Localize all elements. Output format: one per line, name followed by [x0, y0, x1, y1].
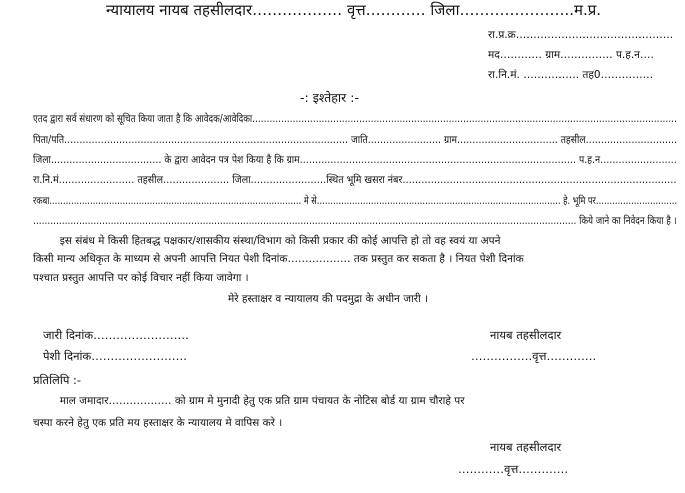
notice-heading: -: इश्तेहार :-: [300, 90, 359, 105]
case-number: रा.प्र.क्र………………………………………: [488, 29, 674, 41]
revenue-circle-line: रा.नि.मं. ……………. तह0……………: [488, 69, 654, 81]
form-line: पिता/पति………………………………………………………………………………… जाति…………………… ग्राम…………………………… तहसील…………………………: [33, 134, 678, 146]
court-title: न्यायालय नायब तहसीलदार……………… वृत्त………… जिला…………………..म.प्र.: [106, 1, 602, 19]
hearing-date: पेशी दिनांक…………………….: [43, 349, 187, 363]
copy-officer-circle: …………वृत्त………….: [458, 462, 568, 476]
form-line: जिला……………………………… के द्वारा आवेदन पत्र पेश किया है कि ग्राम……………………………………………………………………………… प.ह.न…………………….: [33, 154, 677, 166]
issuing-officer: नायब तहसीलदार: [490, 328, 562, 342]
body-paragraph-line: किसी मान्य अधिकृत के माध्यम से अपनी आपत्ति नियत पेशी दिनांक……………… तक प्रस्तुत कर सकता है । नियत पेशी दिनांक: [33, 253, 524, 265]
body-paragraph-line: इस संबंध मे किसी हितबद्ध पक्षकार/शासकीय संस्था/विभाग को किसी प्रकार की कोई आपत्ति हो तो वह स्वयं या अपने: [33, 235, 501, 247]
copy-label: प्रतिलिपि :-: [33, 373, 82, 387]
mad-village-patwari-line: मद………… ग्राम…………… प.ह.न….: [488, 49, 654, 61]
issue-date: जारी दिनांक…………………….: [43, 328, 189, 342]
form-line: ……………………………………………………………………………………………………………………………………………………………………… किये जाने का निवेदन किया है ।: [33, 215, 677, 227]
body-paragraph-line: पश्चात प्रस्तुत आपत्ति पर कोई विचार नहीं किया जावेगा ।: [33, 272, 249, 284]
officer-circle: …………….वृत्त………….: [471, 349, 597, 363]
copy-instruction-line: माल जमादार……………… को ग्राम मे मुनादी हेतु एक प्रति ग्राम पंचायत के नोटिस बोर्ड या ग्राम चौराहे पर: [33, 395, 465, 407]
copy-officer: नायब तहसीलदार: [490, 440, 562, 454]
form-line: रा.नि.मं…………………… तहसील………………… जिला……………………स्थित भूमि खसरा नंबर……………………………………………………………………………: [33, 174, 677, 186]
copy-instruction-line: चस्पा करने हेतु एक प्रति मय हस्ताक्षर के न्यायालय मे वापिस करे ।: [33, 417, 283, 429]
form-line: रकबा………………………………………………………………………………… मे से……………………………………………………………………………… हे. भूमि पर…………………………: [33, 195, 678, 207]
form-line: एतद द्वारा सर्व संधारण को सूचित किया जाता है कि आवेदक/आवेदिका…………………………………………………………………………………………………………………………………: [33, 113, 677, 125]
seal-line: मेरे हस्ताक्षर व न्यायालय की पदमुद्रा के अधीन जारी ।: [228, 293, 429, 305]
